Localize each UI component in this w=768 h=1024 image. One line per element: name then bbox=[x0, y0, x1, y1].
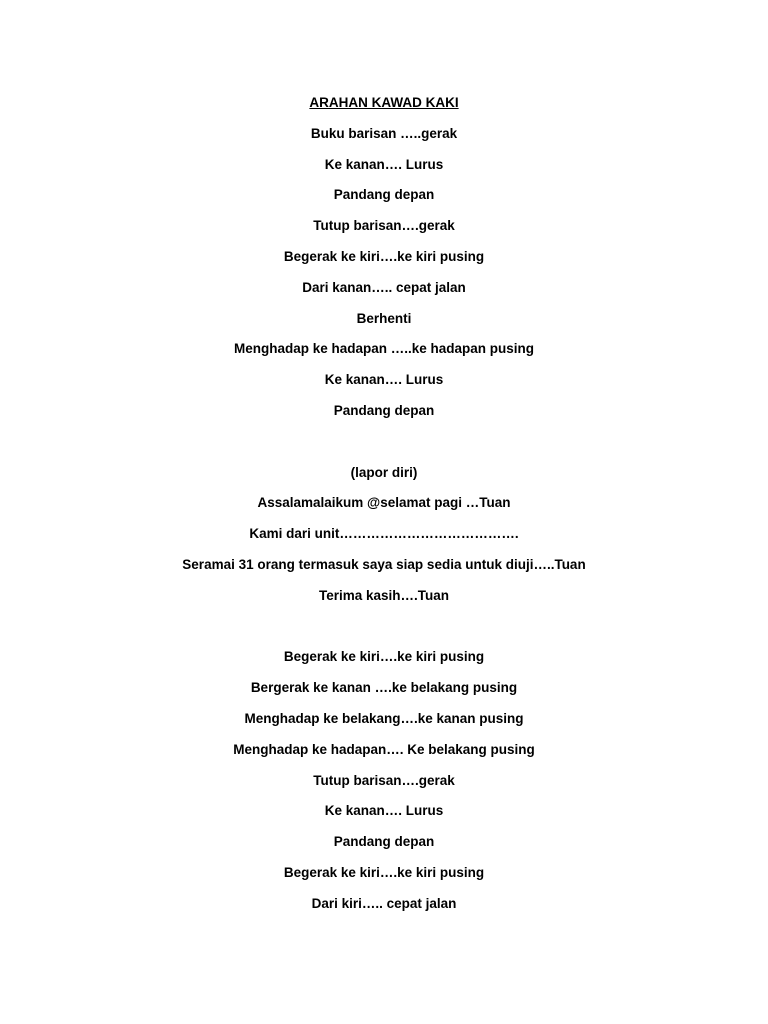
section-drill-commands-1 bbox=[0, 124, 768, 432]
command-line: Pandang depan bbox=[333, 402, 435, 418]
blank-line bbox=[0, 617, 768, 648]
command-line: Bergerak ke kanan ….ke belakang pusing bbox=[250, 680, 518, 696]
document-body bbox=[0, 93, 768, 925]
command-line: Begerak ke kiri….ke kiri pusing bbox=[283, 248, 485, 264]
section-report bbox=[0, 463, 768, 617]
command-line: Menghadap ke belakang….ke kanan pusing bbox=[244, 710, 524, 726]
command-line: Tutup barisan….gerak bbox=[313, 218, 455, 234]
command-line: Menghadap ke hadapan …..ke hadapan pusing bbox=[233, 341, 535, 357]
report-line: Assalamalaikum @selamat pagi …Tuan bbox=[257, 495, 511, 511]
report-line: Kami dari unit…………………………………. bbox=[249, 526, 519, 542]
report-heading: (lapor diri) bbox=[350, 464, 418, 480]
blank-line bbox=[0, 432, 768, 463]
report-line: Seramai 31 orang termasuk saya siap sedia untuk diuji…..Tuan bbox=[182, 556, 586, 572]
command-line: Begerak ke kiri….ke kiri pusing bbox=[283, 649, 485, 665]
report-line: Terima kasih….Tuan bbox=[318, 587, 450, 603]
document-title: ARAHAN KAWAD KAKI bbox=[309, 95, 459, 110]
section-drill-commands-2 bbox=[0, 647, 768, 924]
command-line: Berhenti bbox=[356, 310, 412, 326]
command-line: Menghadap ke hadapan…. Ke belakang pusing bbox=[233, 741, 535, 757]
command-line: Begerak ke kiri….ke kiri pusing bbox=[283, 864, 485, 880]
command-line: Ke kanan…. Lurus bbox=[324, 156, 444, 172]
command-line: Buku barisan …..gerak bbox=[310, 125, 458, 141]
command-line: Dari kanan….. cepat jalan bbox=[302, 279, 466, 295]
command-line: Ke kanan…. Lurus bbox=[324, 372, 444, 388]
command-line: Pandang depan bbox=[333, 187, 435, 203]
command-line: Tutup barisan….gerak bbox=[313, 772, 455, 788]
command-line: Dari kiri….. cepat jalan bbox=[311, 895, 457, 911]
command-line: Pandang depan bbox=[333, 834, 435, 850]
command-line: Ke kanan…. Lurus bbox=[324, 803, 444, 819]
